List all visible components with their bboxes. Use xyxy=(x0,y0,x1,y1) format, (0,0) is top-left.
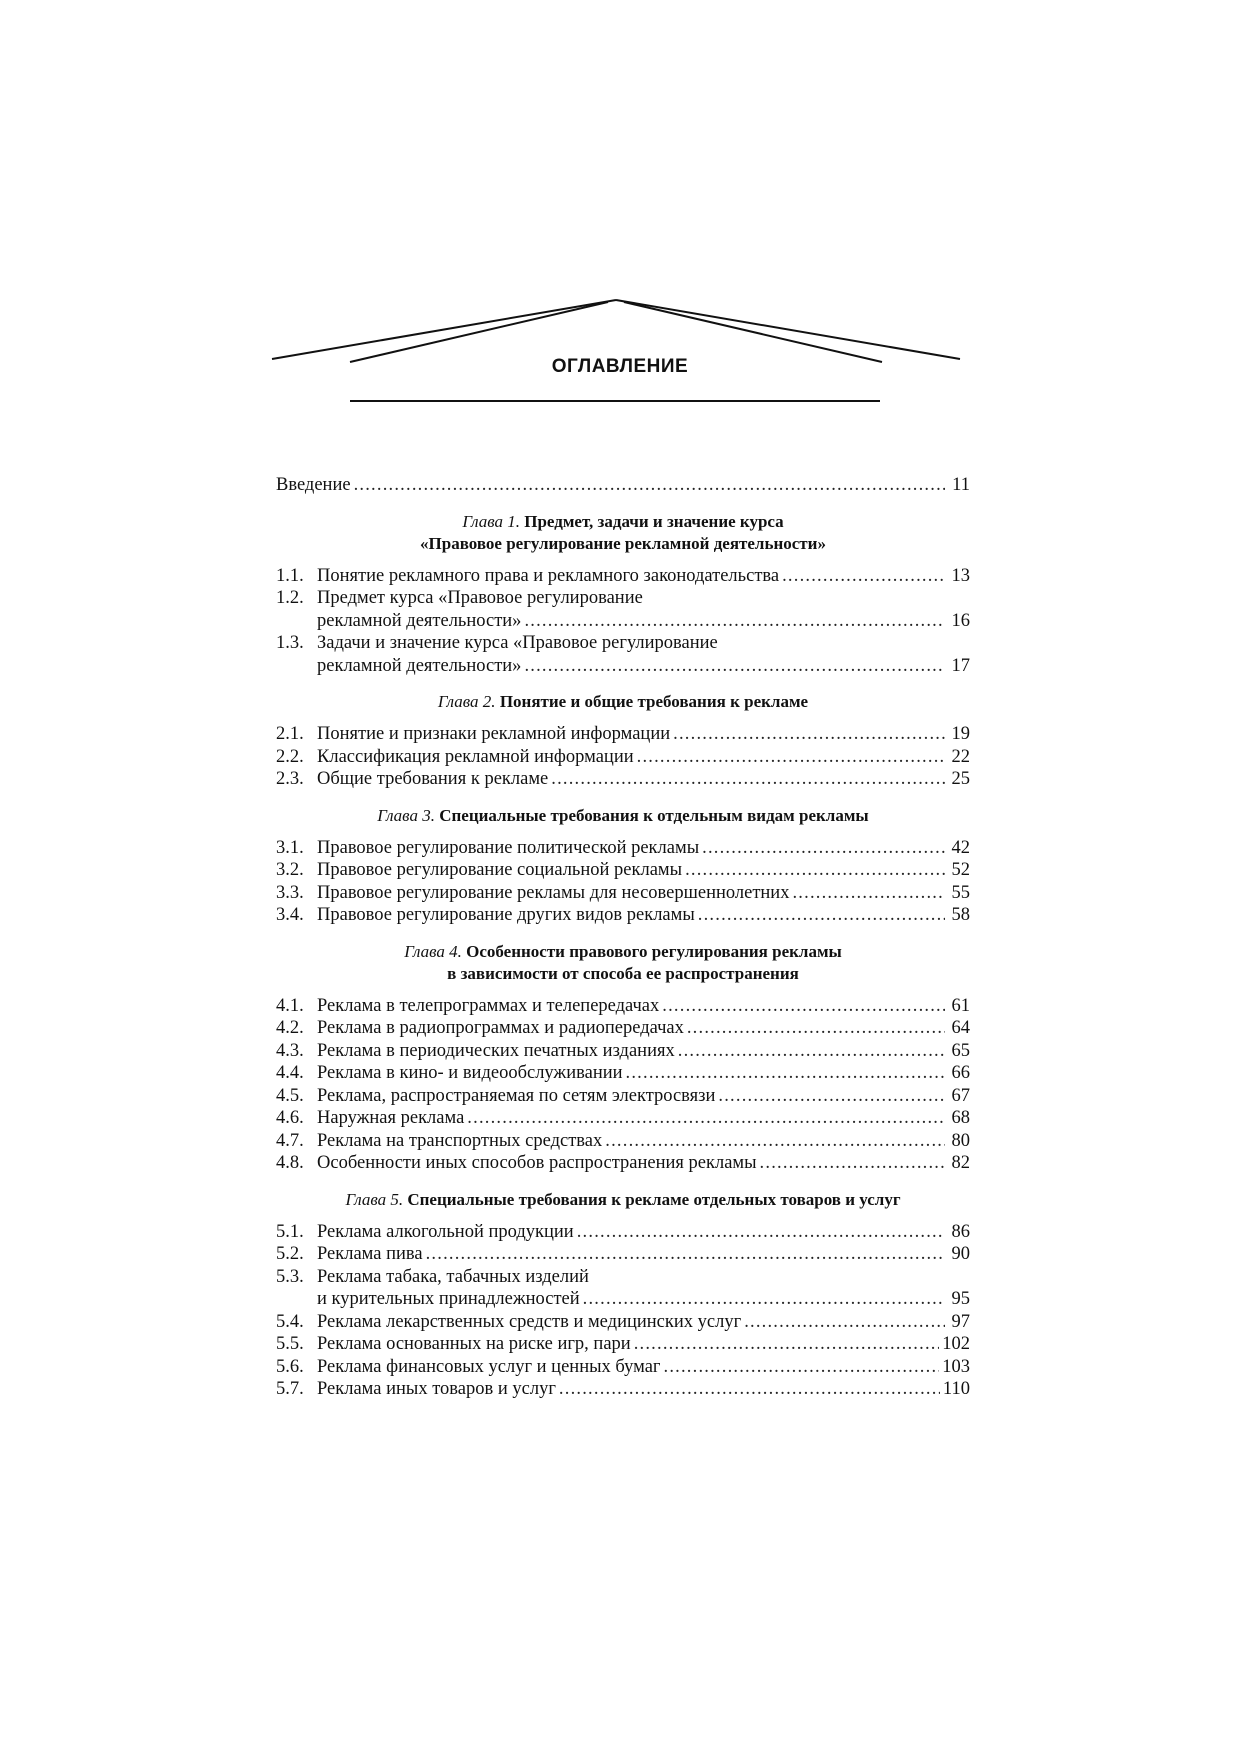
toc-entry-page: 16 xyxy=(951,610,970,631)
section-number: 4.2. xyxy=(276,1018,304,1038)
toc-entry[interactable] xyxy=(276,1130,970,1153)
toc-entry-page: 42 xyxy=(951,837,970,858)
toc-entry-page: 80 xyxy=(951,1130,970,1151)
section-number: 4.4. xyxy=(276,1063,304,1083)
section-number: 5.6. xyxy=(276,1356,304,1377)
section-number: 2.3. xyxy=(276,769,304,789)
section-number: 2.1. xyxy=(276,724,304,744)
toc-entry[interactable] xyxy=(276,1152,970,1175)
chapter-label: Глава 2. xyxy=(437,692,496,711)
chapter-1-heading xyxy=(276,511,970,555)
toc-entry-text: Реклама иных товаров и услуг xyxy=(317,1379,556,1399)
toc-entry-text: Общие требования к рекламе xyxy=(317,769,549,789)
toc-entry-page: 95 xyxy=(951,1289,970,1309)
toc-entry-text: Реклама лекарственных средств и медицинских услуг xyxy=(317,1311,742,1332)
chapter-label: Глава 1. xyxy=(462,511,520,531)
toc-entry[interactable] xyxy=(276,1356,970,1379)
toc-entry[interactable] xyxy=(276,1040,970,1063)
chapter-label: Глава 3. xyxy=(377,805,435,825)
toc-entry-page: 67 xyxy=(951,1085,970,1106)
toc-entry-page: 64 xyxy=(951,1018,970,1038)
toc-entry-text: Реклама финансовых услуг и ценных бумаг xyxy=(317,1356,661,1377)
toc-entry[interactable] xyxy=(276,1017,970,1040)
section-number: 1.3. xyxy=(276,633,304,653)
section-number: 4.7. xyxy=(276,1130,304,1151)
section-number: 1.1. xyxy=(276,565,304,586)
toc-entry-page: 17 xyxy=(951,655,970,676)
toc-entry-text: рекламной деятельности» xyxy=(317,655,522,676)
toc-entry-page: 65 xyxy=(951,1040,970,1061)
toc-entry-continued[interactable] xyxy=(276,655,970,678)
chapter-title-continued: в зависимости от способа ее распространения xyxy=(447,963,799,983)
toc-entry-text: Понятие рекламного права и рекламного законодательства xyxy=(317,565,780,586)
toc-entry-page: 22 xyxy=(951,746,970,767)
toc-entry-text: Реклама на транспортных средствах xyxy=(317,1130,603,1151)
toc-entry-page: 19 xyxy=(951,724,970,744)
toc-entry-text: рекламной деятельности» xyxy=(317,610,522,631)
toc-entry[interactable] xyxy=(276,1266,970,1289)
toc-entry[interactable] xyxy=(276,882,970,905)
toc-entry[interactable] xyxy=(276,1378,970,1401)
toc-entry[interactable] xyxy=(276,746,970,769)
toc-entry[interactable] xyxy=(276,1107,970,1130)
toc-entry-continued[interactable] xyxy=(276,610,970,633)
toc-entry[interactable] xyxy=(276,1243,970,1266)
toc-entry-text: Наружная реклама xyxy=(317,1108,465,1128)
toc-entry[interactable] xyxy=(276,723,970,746)
table-of-contents xyxy=(276,474,970,1401)
section-number: 3.4. xyxy=(276,905,304,925)
toc-entry-page: 13 xyxy=(951,565,970,586)
chapter-4-heading xyxy=(276,941,970,985)
toc-entry-text: Правовое регулирование социальной рекламы xyxy=(317,860,683,880)
toc-entry-page: 61 xyxy=(951,995,970,1016)
toc-entry[interactable] xyxy=(276,837,970,860)
toc-entry-continued[interactable] xyxy=(276,1288,970,1311)
toc-entry-page: 97 xyxy=(951,1311,970,1332)
toc-entry-text: Правовое регулирование политической рекламы xyxy=(317,837,700,858)
section-number: 5.7. xyxy=(276,1379,304,1399)
section-number: 4.8. xyxy=(276,1153,304,1173)
toc-entry-text: и курительных принадлежностей xyxy=(317,1289,580,1309)
section-number: 4.5. xyxy=(276,1085,304,1106)
toc-entry-page: 25 xyxy=(951,769,970,789)
toc-entry[interactable] xyxy=(276,1062,970,1085)
section-number: 4.1. xyxy=(276,995,304,1016)
chapter-title: Предмет, задачи и значение курса xyxy=(524,511,784,531)
chapter-label: Глава 4. xyxy=(404,941,462,961)
section-number: 3.2. xyxy=(276,860,304,880)
section-number: 5.2. xyxy=(276,1244,304,1264)
section-number: 2.2. xyxy=(276,746,304,767)
toc-entry[interactable] xyxy=(276,768,970,791)
toc-entry-text: Реклама в радиопрограммах и радиопередачах xyxy=(317,1018,684,1038)
section-number: 3.3. xyxy=(276,882,304,903)
toc-entry-text: Реклама пива xyxy=(317,1244,423,1264)
toc-entry-text: Классификация рекламной информации xyxy=(317,746,634,767)
toc-entry-page: 66 xyxy=(951,1063,970,1083)
toc-entry-text: Особенности иных способов распространения рекламы xyxy=(317,1153,757,1173)
toc-entry-text: Реклама в периодических печатных изданиях xyxy=(317,1040,675,1061)
toc-entry[interactable] xyxy=(276,565,970,588)
toc-entry-page: 103 xyxy=(942,1356,970,1377)
toc-entry[interactable] xyxy=(276,1311,970,1334)
toc-entry[interactable] xyxy=(276,995,970,1018)
chapter-title: Специальные требования к рекламе отдельных товаров и услуг xyxy=(407,1189,901,1209)
toc-entry-page: 86 xyxy=(951,1221,970,1242)
toc-entry-page: 68 xyxy=(951,1108,970,1128)
chapter-title: Специальные требования к отдельным видам рекламы xyxy=(439,805,869,825)
chapter-5-heading xyxy=(276,1189,970,1211)
chapter-title-continued: «Правовое регулирование рекламной деятельности» xyxy=(420,533,826,553)
toc-entry[interactable] xyxy=(276,587,970,610)
toc-entry[interactable] xyxy=(276,904,970,927)
toc-entry-text: Реклама в кино- и видеообслуживании xyxy=(317,1063,623,1083)
section-number: 1.2. xyxy=(276,588,304,608)
chapter-3-heading xyxy=(276,805,970,827)
page-title: ОГЛАВЛЕНИЕ xyxy=(551,356,689,377)
toc-entry-page: 110 xyxy=(942,1379,970,1399)
toc-entry[interactable] xyxy=(276,1221,970,1244)
chapter-2-heading xyxy=(276,691,970,713)
toc-entry-text: Реклама основанных на риске игр, пари xyxy=(317,1334,631,1354)
toc-entry-text: Правовое регулирование других видов рекламы xyxy=(317,905,695,925)
toc-entry[interactable] xyxy=(276,632,970,655)
toc-entry[interactable] xyxy=(276,1085,970,1108)
toc-entry-text: Реклама в телепрограммах и телепередачах xyxy=(317,995,660,1016)
toc-entry-page: 52 xyxy=(951,860,970,880)
chapter-label: Глава 5. xyxy=(345,1189,404,1209)
section-number: 4.3. xyxy=(276,1040,304,1061)
chapter-title: Понятие и общие требования к рекламе xyxy=(499,692,809,711)
toc-entry-text: Правовое регулирование рекламы для несовершеннолетних xyxy=(317,882,790,903)
toc-entry-text: Предмет курса «Правовое регулирование xyxy=(317,588,643,608)
section-number: 5.1. xyxy=(276,1221,304,1242)
toc-entry-text: Реклама табака, табачных изделий xyxy=(317,1266,589,1287)
toc-entry-intro[interactable] xyxy=(276,474,970,497)
toc-entry-text: Реклама алкогольной продукции xyxy=(317,1221,574,1242)
toc-entry[interactable] xyxy=(276,859,970,882)
toc-entry-page: 55 xyxy=(951,882,970,903)
toc-entry-text: Задачи и значение курса «Правовое регулирование xyxy=(317,633,718,653)
toc-entry-text: Реклама, распространяемая по сетям электросвязи xyxy=(317,1085,716,1106)
toc-entry-page: 90 xyxy=(951,1244,970,1264)
section-number: 5.3. xyxy=(276,1266,304,1287)
toc-entry-text: Понятие и признаки рекламной информации xyxy=(317,724,671,744)
section-number: 5.4. xyxy=(276,1311,304,1332)
chapter-title: Особенности правового регулирования рекламы xyxy=(466,941,842,961)
toc-entry-page: 102 xyxy=(942,1334,970,1354)
toc-entry-page: 82 xyxy=(951,1153,970,1173)
toc-entry[interactable] xyxy=(276,1333,970,1356)
toc-entry-page: 58 xyxy=(951,905,970,925)
section-number: 5.5. xyxy=(276,1334,304,1354)
section-number: 4.6. xyxy=(276,1108,304,1128)
section-number: 3.1. xyxy=(276,837,304,858)
toc-entry-text: Введение xyxy=(276,475,351,495)
toc-entry-page: 11 xyxy=(952,475,970,495)
